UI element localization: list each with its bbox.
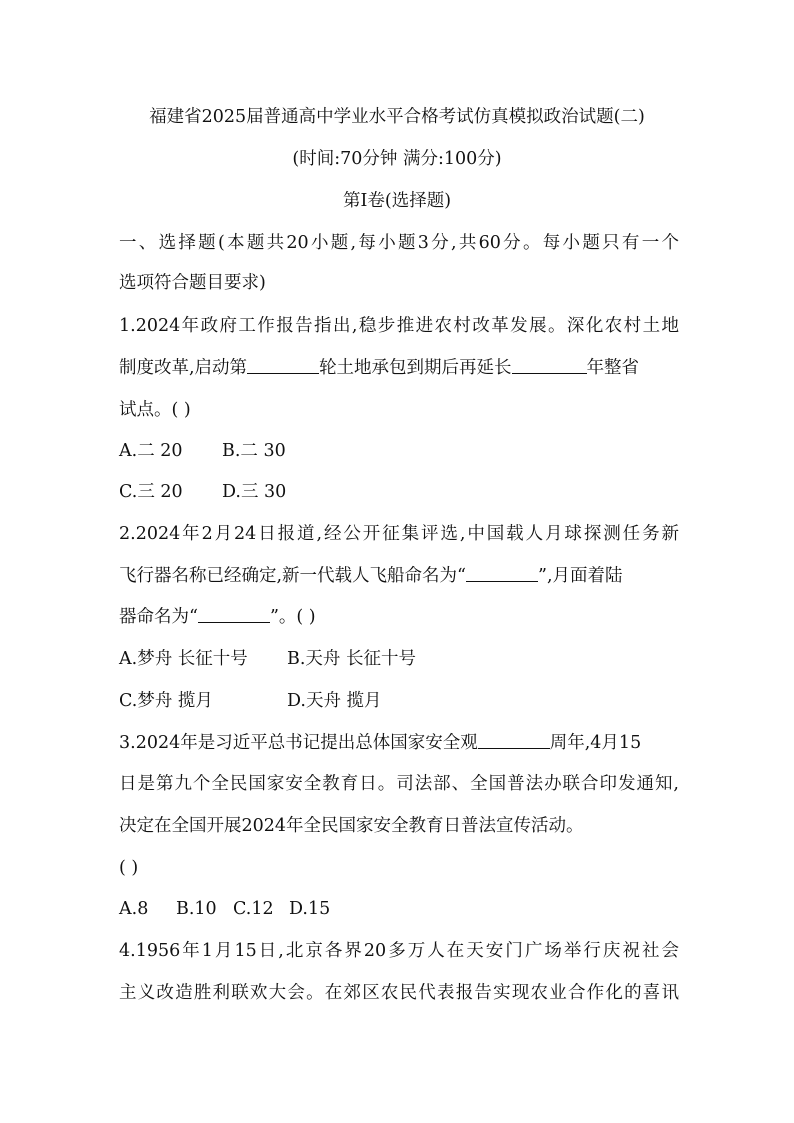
q3-option-a: A.8 (119, 899, 149, 919)
answer-blank (247, 355, 319, 374)
q2-option-a: A.梦舟 长征十号 (119, 649, 248, 669)
q4-line-2: 主义改造胜利联欢大会。在郊区农民代表报告实现农业合作化的喜讯 (119, 983, 679, 1003)
q1-line-1: 1.2024年政府工作报告指出,稳步推进农村改革发展。深化农村土地 (119, 316, 679, 336)
q2-line-3 (119, 604, 679, 630)
q1-line-3: 试点。( ) (119, 400, 191, 420)
q1-line-2-part-1: 制度改革,启动第 (119, 358, 248, 378)
q3-line-4: ( ) (119, 858, 139, 878)
instructions-line-1: 一、选择题(本题共20小题,每小题3分,共60分。每小题只有一个 (119, 233, 679, 253)
q2-line-3-part-1: 器命名为“ (119, 607, 198, 627)
exam-time-score: (时间:70分钟 满分:100分) (292, 149, 502, 169)
answer-blank (466, 563, 538, 582)
q1-option-b: B.二 30 (222, 441, 286, 461)
q3-line-1-part-1: 3.2024年是习近平总书记提出总体国家安全观 (119, 733, 478, 753)
answer-blank (478, 730, 550, 749)
q3-option-c: C.12 (233, 899, 274, 919)
q2-line-2-part-2: ”,月面着陆 (538, 566, 623, 586)
q2-line-1: 2.2024年2月24日报道,经公开征集评选,中国载人月球探测任务新 (119, 524, 679, 544)
q3-line-3: 决定在全国开展2024年全民国家安全教育日普法宣传活动。 (119, 816, 584, 836)
answer-blank (512, 355, 587, 374)
q1-line-2-part-3: 年整省 (586, 358, 640, 378)
q3-option-b: B.10 (176, 899, 217, 919)
q2-line-3-part-2: ”。( ) (269, 607, 316, 627)
q1-option-c: C.三 20 (119, 482, 183, 502)
q1-line-2 (119, 355, 679, 381)
q3-line-2: 日是第九个全民国家安全教育日。司法部、全国普法办联合印发通知, (119, 774, 679, 794)
q3-line-1 (119, 730, 679, 756)
exam-title: 福建省2025届普通高中学业水平合格考试仿真模拟政治试题(二) (149, 107, 645, 127)
q2-option-b: B.天舟 长征十号 (287, 649, 416, 669)
q1-option-a: A.二 20 (119, 441, 183, 461)
q2-option-d: D.天舟 揽月 (287, 691, 382, 711)
q1-line-2-part-2: 轮土地承包到期后再延长 (319, 358, 512, 378)
answer-blank (198, 604, 270, 623)
section-heading: 第Ⅰ卷(选择题) (342, 191, 452, 211)
q2-option-c: C.梦舟 揽月 (119, 691, 213, 711)
q1-option-d: D.三 30 (222, 482, 287, 502)
q2-line-2 (119, 563, 679, 589)
q2-line-2-part-1: 飞行器名称已经确定,新一代载人飞船命名为“ (119, 566, 467, 586)
q3-line-1-part-2: 周年,4月15 (549, 733, 642, 753)
instructions-line-2: 选项符合题目要求) (119, 273, 266, 293)
q4-line-1: 4.1956年1月15日,北京各界20多万人在天安门广场举行庆祝社会 (119, 941, 679, 961)
q3-option-d: D.15 (289, 899, 331, 919)
